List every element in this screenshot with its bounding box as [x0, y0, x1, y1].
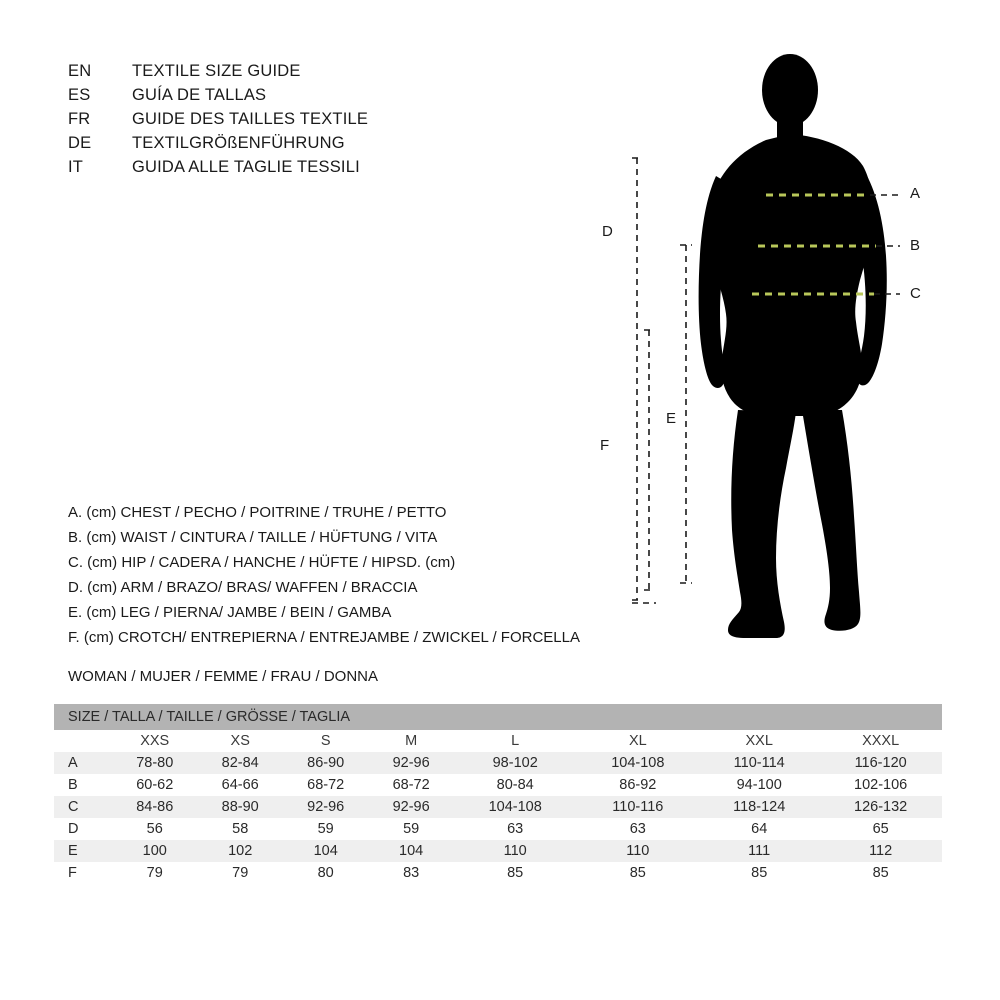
table-cell: 126-132 [819, 796, 942, 818]
legend-item: E. (cm) LEG / PIERNA/ JAMBE / BEIN / GAMBA [68, 604, 392, 621]
table-cell: 85 [577, 862, 700, 884]
table-cell: 65 [819, 818, 942, 840]
size-table [54, 704, 942, 884]
table-cell: 88-90 [197, 796, 282, 818]
language-title: GUIDA ALLE TAGLIE TESSILI [132, 158, 360, 176]
figure-letter-d: D [602, 223, 613, 240]
row-key: C [54, 796, 112, 818]
table-cell: 111 [699, 840, 819, 862]
table-cell: 104-108 [577, 752, 700, 774]
figure-letter-f: F [600, 437, 610, 454]
size-header-cell: XS [197, 730, 282, 752]
size-header-cell: XL [577, 730, 700, 752]
legend-item: C. (cm) HIP / CADERA / HANCHE / HÜFTE / HIPSD. (cm) [68, 554, 456, 571]
table-cell: 64 [699, 818, 819, 840]
table-cell: 63 [454, 818, 577, 840]
table-cell: 104 [368, 840, 453, 862]
table-cell: 83 [368, 862, 453, 884]
language-title: TEXTILE SIZE GUIDE [132, 62, 301, 80]
language-code: EN [68, 62, 92, 80]
table-corner-cell [54, 730, 112, 752]
table-cell: 63 [577, 818, 700, 840]
table-cell: 78-80 [112, 752, 197, 774]
table-cell: 110-116 [577, 796, 700, 818]
table-cell: 94-100 [699, 774, 819, 796]
table-cell: 58 [197, 818, 282, 840]
size-header-cell: XXS [112, 730, 197, 752]
table-cell: 116-120 [819, 752, 942, 774]
legend-item: A. (cm) CHEST / PECHO / POITRINE / TRUHE / PETTO [68, 504, 447, 521]
size-header-cell: S [283, 730, 368, 752]
table-cell: 92-96 [368, 752, 453, 774]
table-cell: 59 [368, 818, 453, 840]
language-row [68, 110, 488, 134]
table-cell: 110 [577, 840, 700, 862]
table-row [54, 774, 942, 796]
figure-letter-c: C [910, 285, 921, 302]
language-code: ES [68, 86, 91, 104]
legend-item: B. (cm) WAIST / CINTURA / TAILLE / HÜFTUNG / VITA [68, 529, 438, 546]
table-cell: 80 [283, 862, 368, 884]
table-row [54, 796, 942, 818]
row-key: F [54, 862, 112, 884]
table-cell: 98-102 [454, 752, 577, 774]
legend-item: F. (cm) CROTCH/ ENTREPIERNA / ENTREJAMBE / ZWICKEL / FORCELLA [68, 629, 580, 646]
legend-item: D. (cm) ARM / BRAZO/ BRAS/ WAFFEN / BRACCIA [68, 579, 418, 596]
table-row [54, 862, 942, 884]
row-key: B [54, 774, 112, 796]
table-cell: 86-92 [577, 774, 700, 796]
size-header-cell: L [454, 730, 577, 752]
size-header-cell: XXL [699, 730, 819, 752]
table-cell: 59 [283, 818, 368, 840]
table-cell: 86-90 [283, 752, 368, 774]
table-cell: 92-96 [283, 796, 368, 818]
table-cell: 118-124 [699, 796, 819, 818]
table-cell: 100 [112, 840, 197, 862]
table-cell: 79 [197, 862, 282, 884]
size-header-cell: M [368, 730, 453, 752]
table-row [54, 818, 942, 840]
figure-letter-e: E [666, 410, 677, 427]
row-key: E [54, 840, 112, 862]
measurement-legend [68, 500, 668, 650]
table-row [54, 752, 942, 774]
figure-letter-a: A [910, 185, 921, 202]
language-title: GUÍA DE TALLAS [132, 86, 267, 104]
language-title: TEXTILGRÖßENFÜHRUNG [132, 134, 345, 152]
table-band-title: SIZE / TALLA / TAILLE / GRÖSSE / TAGLIA [54, 704, 942, 730]
table-cell: 85 [454, 862, 577, 884]
table-cell: 64-66 [197, 774, 282, 796]
row-key: A [54, 752, 112, 774]
table-cell: 112 [819, 840, 942, 862]
table-band-header [54, 704, 942, 730]
language-title-block [68, 62, 488, 182]
language-row [68, 62, 488, 86]
table-cell: 92-96 [368, 796, 453, 818]
language-row [68, 158, 488, 182]
language-code: FR [68, 110, 91, 128]
language-code: DE [68, 134, 92, 152]
row-key: D [54, 818, 112, 840]
table-cell: 110-114 [699, 752, 819, 774]
table-cell: 104-108 [454, 796, 577, 818]
language-row [68, 86, 488, 110]
figure-letter-b: B [910, 237, 921, 254]
table-cell: 80-84 [454, 774, 577, 796]
table-row [54, 730, 942, 752]
size-header-cell: XXXL [819, 730, 942, 752]
table-cell: 60-62 [112, 774, 197, 796]
language-code: IT [68, 158, 84, 176]
table-cell: 110 [454, 840, 577, 862]
table-cell: 102-106 [819, 774, 942, 796]
table-cell: 68-72 [368, 774, 453, 796]
table-cell: 79 [112, 862, 197, 884]
table-cell: 102 [197, 840, 282, 862]
table-cell: 82-84 [197, 752, 282, 774]
table-cell: 85 [819, 862, 942, 884]
table-cell: 56 [112, 818, 197, 840]
table-cell: 104 [283, 840, 368, 862]
audience-label: WOMAN / MUJER / FEMME / FRAU / DONNA [68, 668, 378, 685]
table-cell: 84-86 [112, 796, 197, 818]
language-row [68, 134, 488, 158]
table-cell: 68-72 [283, 774, 368, 796]
table-cell: 85 [699, 862, 819, 884]
table-row [54, 840, 942, 862]
language-title: GUIDE DES TAILLES TEXTILE [132, 110, 369, 128]
